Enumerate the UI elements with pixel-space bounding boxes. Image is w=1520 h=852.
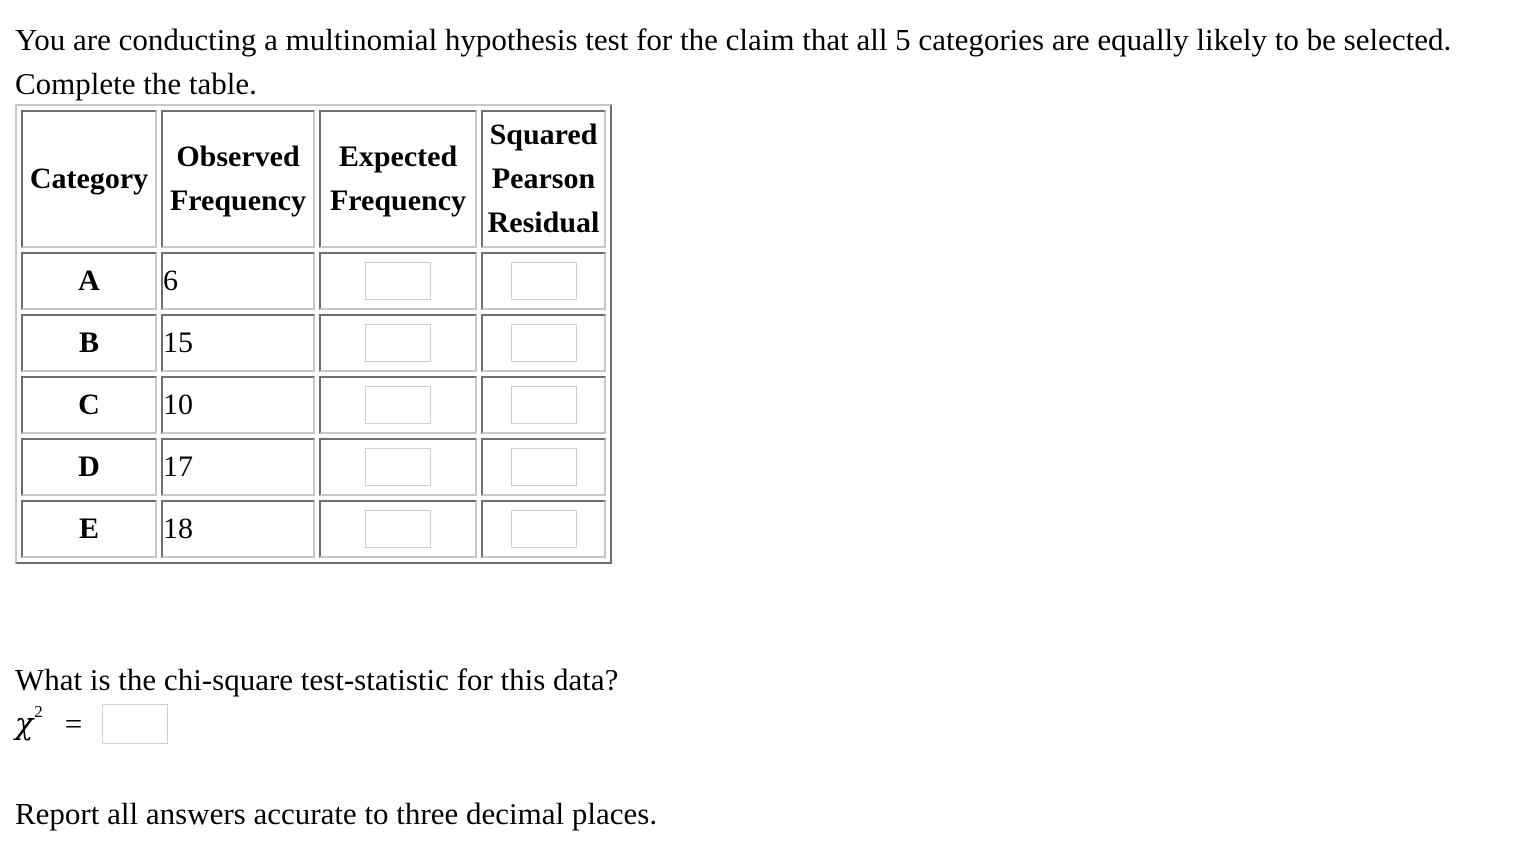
expected-cell — [319, 438, 477, 496]
expected-cell — [319, 252, 477, 310]
header-residual-line3: Residual — [487, 206, 600, 239]
expected-input-b[interactable] — [365, 324, 431, 362]
residual-input-b[interactable] — [511, 324, 577, 362]
expected-cell — [319, 376, 477, 434]
residual-cell — [481, 314, 606, 372]
table-row — [21, 438, 606, 496]
category-cell: B — [21, 314, 157, 372]
category-cell: E — [21, 500, 157, 558]
category-cell: C — [21, 376, 157, 434]
chi-square-input[interactable] — [102, 704, 168, 744]
expected-input-c[interactable] — [365, 386, 431, 424]
residual-input-e[interactable] — [511, 510, 577, 548]
observed-cell: 18 — [161, 500, 315, 558]
residual-cell — [481, 500, 606, 558]
residual-cell — [481, 252, 606, 310]
header-residual-line1: Squared — [489, 118, 598, 151]
problem-statement — [15, 18, 1451, 106]
header-observed-line2: Frequency — [169, 184, 307, 217]
expected-cell — [319, 314, 477, 372]
table-row — [21, 376, 606, 434]
observed-cell: 17 — [161, 438, 315, 496]
expected-input-a[interactable] — [365, 262, 431, 300]
residual-cell — [481, 376, 606, 434]
expected-input-d[interactable] — [365, 448, 431, 486]
header-observed-frequency — [161, 110, 315, 248]
equals-sign: = — [64, 706, 83, 741]
residual-input-a[interactable] — [511, 262, 577, 300]
table-header-row — [21, 110, 606, 248]
observed-cell: 6 — [161, 252, 315, 310]
chi-square-answer-row — [15, 703, 168, 745]
header-expected-line2: Frequency — [329, 184, 467, 217]
header-category-label: Category — [29, 162, 149, 195]
chi-square-question: What is the chi-square test-statistic for this data? — [15, 662, 619, 697]
header-expected-frequency — [319, 110, 477, 248]
residual-input-c[interactable] — [511, 386, 577, 424]
table-row — [21, 252, 606, 310]
expected-cell — [319, 500, 477, 558]
header-category — [21, 110, 157, 248]
frequency-table — [15, 104, 612, 564]
residual-cell — [481, 438, 606, 496]
residual-input-d[interactable] — [511, 448, 577, 486]
report-instruction: Report all answers accurate to three decimal places. — [15, 796, 658, 831]
table-row — [21, 314, 606, 372]
table-row — [21, 500, 606, 558]
observed-cell: 10 — [161, 376, 315, 434]
expected-input-e[interactable] — [365, 510, 431, 548]
category-cell: D — [21, 438, 157, 496]
category-cell: A — [21, 252, 157, 310]
header-expected-line1: Expected — [338, 140, 458, 173]
observed-cell: 15 — [161, 314, 315, 372]
problem-text: You are conducting a multinomial hypothesis test for the claim that all 5 categories are equally likely to be selected. — [15, 22, 1452, 57]
header-squared-pearson-residual — [481, 110, 606, 248]
chi-symbol: χ — [15, 706, 34, 742]
instruction-text: Complete the table. — [15, 66, 257, 101]
header-observed-line1: Observed — [176, 140, 300, 173]
chi-superscript: 2 — [34, 702, 43, 721]
frequency-table-container — [15, 104, 612, 564]
header-residual-line2: Pearson — [491, 162, 596, 195]
